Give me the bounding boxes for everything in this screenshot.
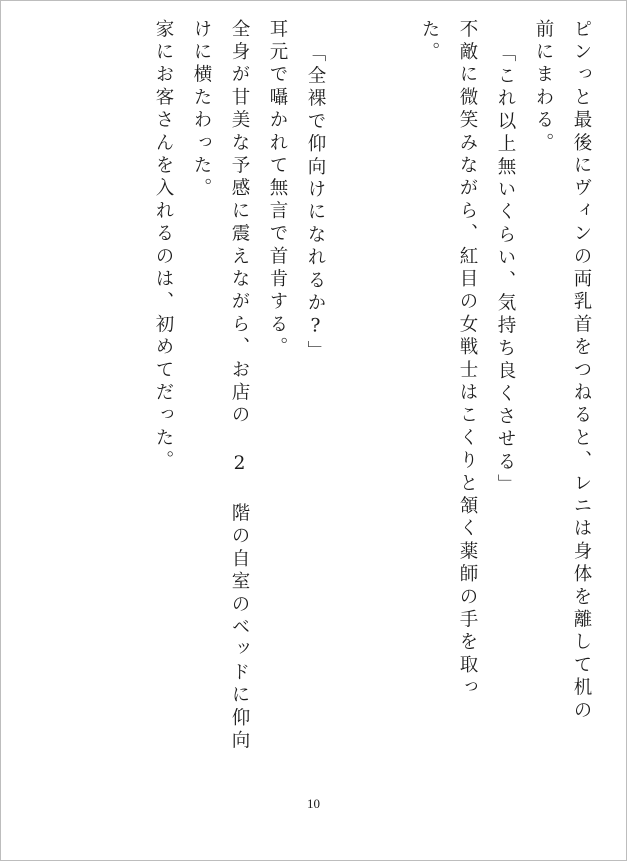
- text-column: 家にお客さんを入れるのは、初めてだった。: [153, 19, 174, 473]
- page-number: 10: [307, 796, 320, 811]
- text-column: 「これ以上無いくらい、気持ち良くさせる」: [495, 43, 516, 497]
- text-column: 不敵に微笑みながら、紅目の女戦士はこくりと頷く薬師の手を取っ: [457, 19, 478, 701]
- text-column: た。: [419, 19, 440, 65]
- text-column: ピンっと最後にヴィンの両乳首をつねると、レニは身体を離して机の: [571, 19, 592, 723]
- text-column: 耳元で囁かれて無言で首肯する。: [267, 19, 288, 360]
- text-column: 「全裸で仰向けになれるか?」: [305, 43, 326, 364]
- text-column: 前にまわる。: [533, 19, 554, 156]
- text-column: けに横たわった。: [191, 19, 212, 201]
- vertical-text-body: [37, 19, 590, 764]
- text-column: 全身が甘美な予感に震えながら、お店の 2 階の自室のベッドに仰向: [229, 19, 250, 753]
- text-column-blank: [324, 19, 362, 764]
- text-column-blank: [362, 19, 400, 764]
